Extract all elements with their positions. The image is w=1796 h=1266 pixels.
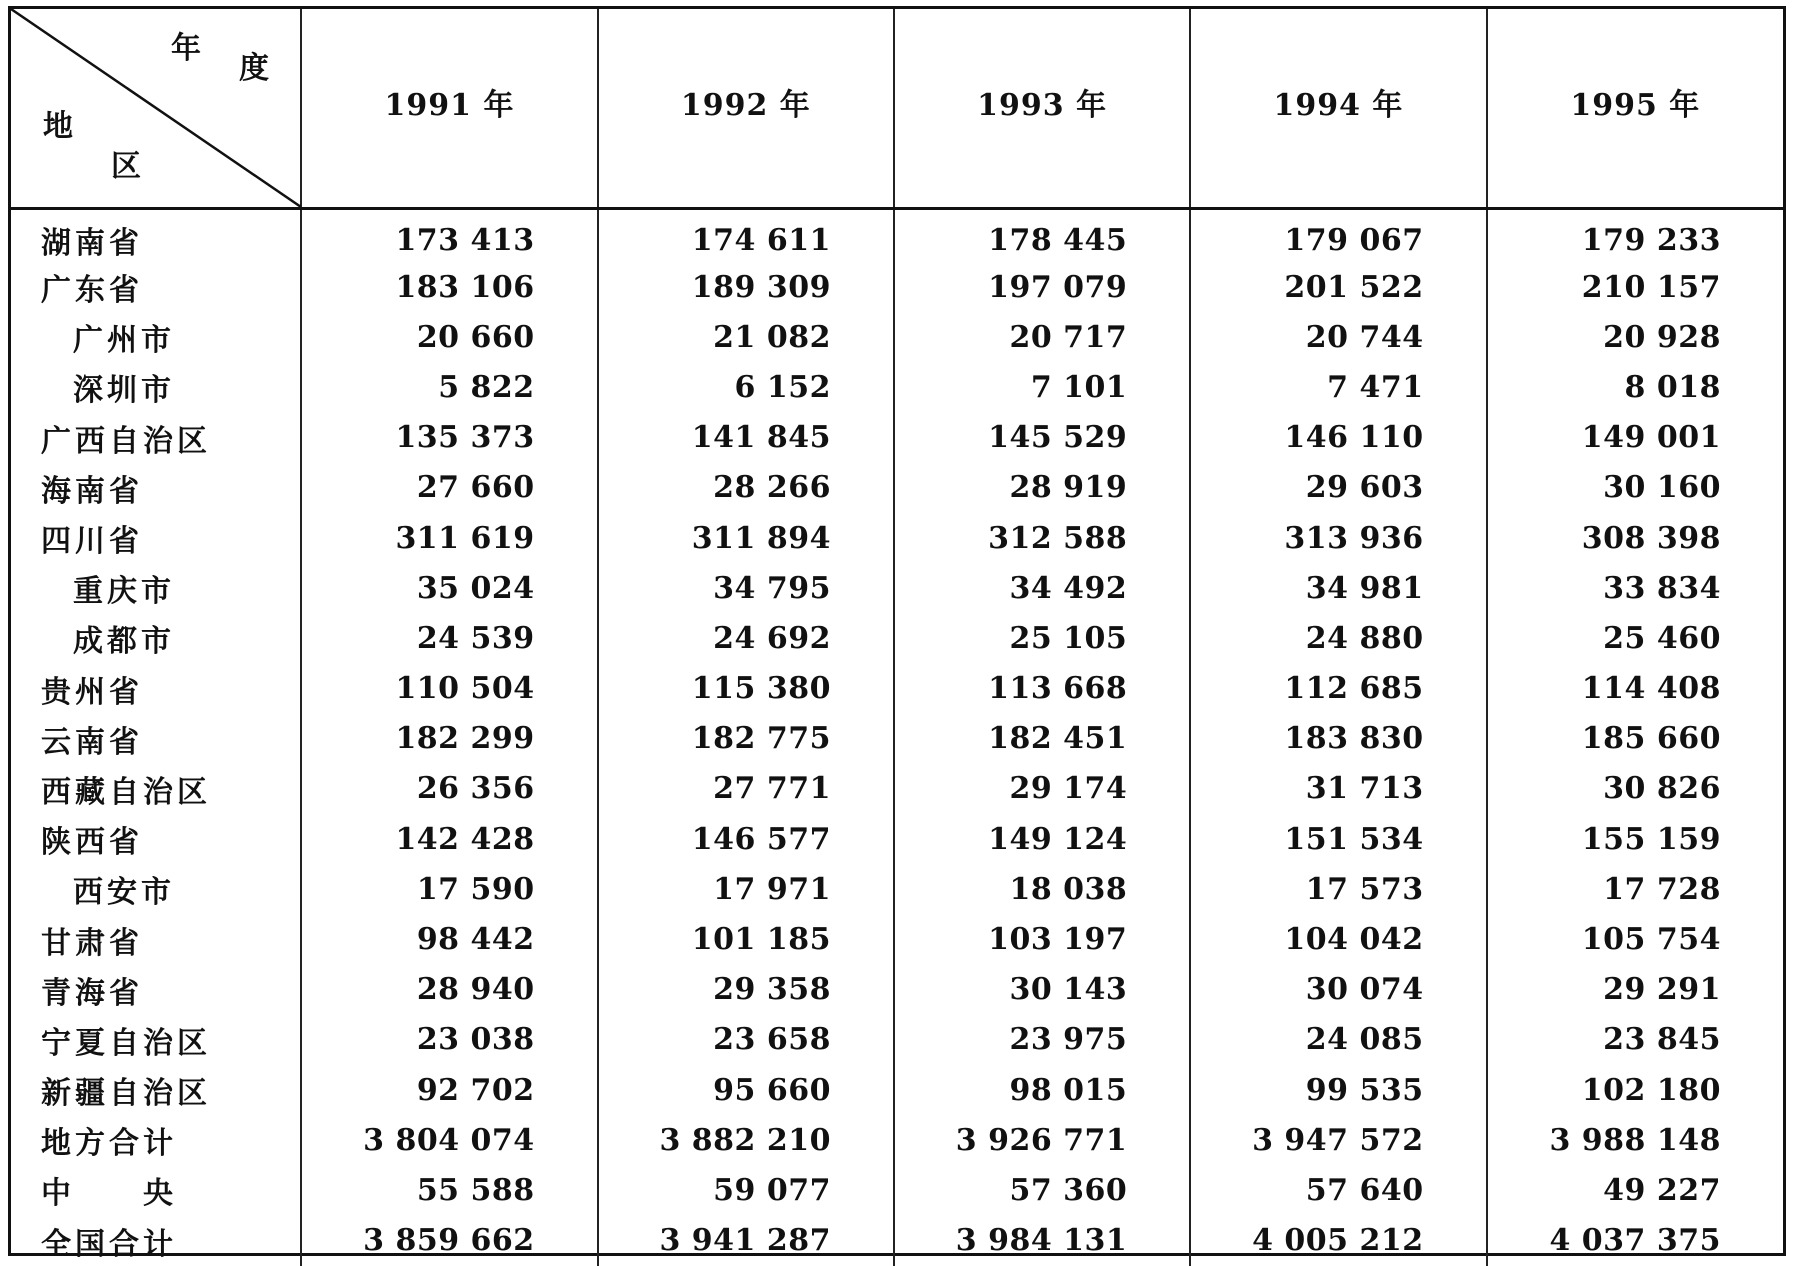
region-cell: 深圳市 — [73, 373, 175, 409]
value-cell: 182 775 — [598, 714, 894, 764]
value-cell: 59 077 — [598, 1165, 894, 1215]
value-cell: 21 082 — [598, 312, 894, 362]
value-cell: 27 771 — [598, 764, 894, 814]
value-cell: 34 981 — [1190, 563, 1486, 613]
value-cell: 29 291 — [1487, 965, 1783, 1015]
value-cell: 155 159 — [1487, 814, 1783, 864]
table-row — [11, 864, 1783, 914]
value-cell: 110 504 — [301, 664, 597, 714]
value-cell: 173 413 — [301, 209, 597, 263]
value-cell: 25 105 — [894, 613, 1190, 663]
value-cell: 23 038 — [301, 1015, 597, 1065]
corner-label-year-1: 年 — [171, 31, 201, 66]
year-header-1995 — [1487, 9, 1783, 209]
value-cell: 23 658 — [598, 1015, 894, 1065]
value-cell: 30 074 — [1190, 965, 1486, 1015]
value-cell: 149 124 — [894, 814, 1190, 864]
table-row — [11, 209, 1783, 263]
region-cell: 陕西省 — [41, 825, 143, 861]
value-cell: 20 717 — [894, 312, 1190, 362]
region-cell: 湖南省 — [41, 226, 143, 261]
year-header-label: 1995 年 — [1570, 88, 1701, 123]
region-cell: 新疆自治区 — [41, 1076, 211, 1112]
value-cell: 30 826 — [1487, 764, 1783, 814]
value-cell: 3 804 074 — [301, 1115, 597, 1165]
value-cell: 34 492 — [894, 563, 1190, 613]
table-row — [11, 513, 1783, 563]
table-row — [11, 1216, 1783, 1266]
region-cell: 四川省 — [41, 524, 143, 560]
value-cell: 311 894 — [598, 513, 894, 563]
data-table — [11, 9, 1783, 1266]
region-cell: 中 央 — [41, 1176, 177, 1212]
table-row — [11, 914, 1783, 964]
value-cell: 7 101 — [894, 362, 1190, 412]
value-cell: 313 936 — [1190, 513, 1486, 563]
value-cell: 3 988 148 — [1487, 1115, 1783, 1165]
year-header-1993 — [894, 9, 1190, 209]
value-cell: 102 180 — [1487, 1065, 1783, 1115]
region-cell: 全国合计 — [41, 1226, 177, 1262]
table-row — [11, 613, 1783, 663]
corner-header-cell — [11, 9, 301, 209]
value-cell: 113 668 — [894, 664, 1190, 714]
data-table-frame — [8, 6, 1786, 1262]
value-cell: 17 573 — [1190, 864, 1486, 914]
value-cell: 35 024 — [301, 563, 597, 613]
value-cell: 23 975 — [894, 1015, 1190, 1065]
value-cell: 6 152 — [598, 362, 894, 412]
region-cell: 青海省 — [41, 975, 143, 1011]
value-cell: 185 660 — [1487, 714, 1783, 764]
value-cell: 3 984 131 — [894, 1216, 1190, 1266]
table-row — [11, 1165, 1783, 1215]
year-header-label: 1993 年 — [977, 88, 1108, 123]
table-body — [11, 209, 1783, 1266]
value-cell: 5 822 — [301, 362, 597, 412]
value-cell: 182 451 — [894, 714, 1190, 764]
value-cell: 25 460 — [1487, 613, 1783, 663]
value-cell: 3 926 771 — [894, 1115, 1190, 1165]
value-cell: 3 859 662 — [301, 1216, 597, 1266]
table-row — [11, 413, 1783, 463]
table-row — [11, 1065, 1783, 1115]
value-cell: 23 845 — [1487, 1015, 1783, 1065]
value-cell: 17 728 — [1487, 864, 1783, 914]
value-cell: 31 713 — [1190, 764, 1486, 814]
region-cell: 云南省 — [41, 724, 143, 760]
value-cell: 8 018 — [1487, 362, 1783, 412]
region-cell: 广州市 — [73, 323, 175, 359]
corner-label-region-2: 区 — [111, 149, 141, 184]
value-cell: 149 001 — [1487, 413, 1783, 463]
value-cell: 114 408 — [1487, 664, 1783, 714]
value-cell: 3 947 572 — [1190, 1115, 1486, 1165]
region-cell: 广东省 — [41, 273, 143, 309]
value-cell: 104 042 — [1190, 914, 1486, 964]
table-row — [11, 463, 1783, 513]
table-row — [11, 1015, 1783, 1065]
table-row — [11, 563, 1783, 613]
value-cell: 98 442 — [301, 914, 597, 964]
value-cell: 29 358 — [598, 965, 894, 1015]
table-row — [11, 362, 1783, 412]
value-cell: 179 067 — [1190, 209, 1486, 263]
value-cell: 3 941 287 — [598, 1216, 894, 1266]
year-header-1992 — [598, 9, 894, 209]
region-cell: 广西自治区 — [41, 423, 211, 459]
value-cell: 30 160 — [1487, 463, 1783, 513]
value-cell: 146 110 — [1190, 413, 1486, 463]
value-cell: 57 360 — [894, 1165, 1190, 1215]
value-cell: 24 539 — [301, 613, 597, 663]
value-cell: 311 619 — [301, 513, 597, 563]
region-cell: 西藏自治区 — [41, 774, 211, 810]
value-cell: 29 603 — [1190, 463, 1486, 513]
region-cell: 重庆市 — [73, 574, 175, 610]
corner-box — [11, 9, 301, 207]
value-cell: 34 795 — [598, 563, 894, 613]
value-cell: 20 660 — [301, 312, 597, 362]
value-cell: 18 038 — [894, 864, 1190, 914]
value-cell: 146 577 — [598, 814, 894, 864]
year-header-1991 — [301, 9, 597, 209]
table-row — [11, 1115, 1783, 1165]
value-cell: 312 588 — [894, 513, 1190, 563]
value-cell: 55 588 — [301, 1165, 597, 1215]
table-row — [11, 312, 1783, 362]
value-cell: 135 373 — [301, 413, 597, 463]
value-cell: 95 660 — [598, 1065, 894, 1115]
value-cell: 183 106 — [301, 262, 597, 312]
value-cell: 178 445 — [894, 209, 1190, 263]
value-cell: 179 233 — [1487, 209, 1783, 263]
region-cell: 地方合计 — [41, 1126, 177, 1162]
table-row — [11, 262, 1783, 312]
region-cell: 海南省 — [41, 473, 143, 509]
year-header-label: 1991 年 — [384, 88, 515, 123]
value-cell: 189 309 — [598, 262, 894, 312]
value-cell: 20 744 — [1190, 312, 1486, 362]
region-cell: 甘肃省 — [41, 925, 143, 961]
table-header — [11, 9, 1783, 209]
value-cell: 308 398 — [1487, 513, 1783, 563]
value-cell: 142 428 — [301, 814, 597, 864]
value-cell: 105 754 — [1487, 914, 1783, 964]
value-cell: 17 590 — [301, 864, 597, 914]
value-cell: 28 940 — [301, 965, 597, 1015]
table-row — [11, 965, 1783, 1015]
corner-label-region-1: 地 — [43, 109, 73, 144]
value-cell: 49 227 — [1487, 1165, 1783, 1215]
value-cell: 26 356 — [301, 764, 597, 814]
value-cell: 92 702 — [301, 1065, 597, 1115]
region-cell: 贵州省 — [41, 674, 143, 710]
value-cell: 17 971 — [598, 864, 894, 914]
corner-label-year-2: 度 — [239, 51, 269, 86]
value-cell: 197 079 — [894, 262, 1190, 312]
value-cell: 28 919 — [894, 463, 1190, 513]
value-cell: 115 380 — [598, 664, 894, 714]
value-cell: 24 692 — [598, 613, 894, 663]
value-cell: 57 640 — [1190, 1165, 1486, 1215]
value-cell: 28 266 — [598, 463, 894, 513]
year-header-label: 1992 年 — [680, 88, 811, 123]
table-row — [11, 714, 1783, 764]
value-cell: 182 299 — [301, 714, 597, 764]
value-cell: 3 882 210 — [598, 1115, 894, 1165]
header-row — [11, 9, 1783, 209]
region-cell: 宁夏自治区 — [41, 1025, 211, 1061]
value-cell: 20 928 — [1487, 312, 1783, 362]
value-cell: 4 005 212 — [1190, 1216, 1486, 1266]
year-header-label: 1994 年 — [1273, 88, 1404, 123]
value-cell: 183 830 — [1190, 714, 1486, 764]
table-row — [11, 764, 1783, 814]
value-cell: 30 143 — [894, 965, 1190, 1015]
value-cell: 24 880 — [1190, 613, 1486, 663]
value-cell: 29 174 — [894, 764, 1190, 814]
region-cell: 成都市 — [73, 624, 175, 660]
value-cell: 101 185 — [598, 914, 894, 964]
value-cell: 174 611 — [598, 209, 894, 263]
value-cell: 103 197 — [894, 914, 1190, 964]
value-cell: 33 834 — [1487, 563, 1783, 613]
value-cell: 24 085 — [1190, 1015, 1486, 1065]
table-row — [11, 814, 1783, 864]
value-cell: 151 534 — [1190, 814, 1486, 864]
value-cell: 112 685 — [1190, 664, 1486, 714]
value-cell: 145 529 — [894, 413, 1190, 463]
value-cell: 141 845 — [598, 413, 894, 463]
year-header-1994 — [1190, 9, 1486, 209]
value-cell: 201 522 — [1190, 262, 1486, 312]
value-cell: 7 471 — [1190, 362, 1486, 412]
table-row — [11, 664, 1783, 714]
value-cell: 4 037 375 — [1487, 1216, 1783, 1266]
value-cell: 210 157 — [1487, 262, 1783, 312]
value-cell: 27 660 — [301, 463, 597, 513]
value-cell: 98 015 — [894, 1065, 1190, 1115]
value-cell: 99 535 — [1190, 1065, 1486, 1115]
region-cell: 西安市 — [73, 875, 175, 911]
